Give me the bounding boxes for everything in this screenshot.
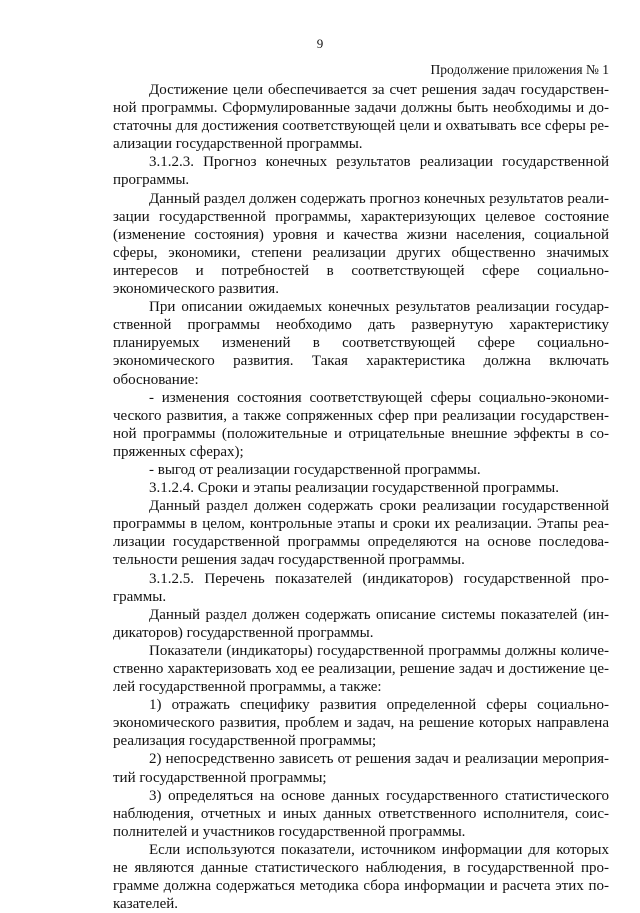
document-body [113, 81, 609, 913]
section-heading: 3.1.2.5. Перечень показателей (индикаторов) государственной программы. [113, 570, 609, 605]
paragraph: Достижение цели обеспечивается за счет решения задач государственной программы. Сформулированные задачи должны быть необходимы и достаточны для достижения соответствующей цели и охватывать все сферы реализации государственной программы. [113, 82, 609, 153]
list-item: 1) отражать специфику развития определенной сферы социально-экономического развития, проблем и задач, на решение которых направлена реализация государственной программы; [113, 697, 609, 750]
section-heading: 3.1.2.3. Прогноз конечных результатов реализации государственной программы. [113, 154, 609, 189]
paragraph: При описании ожидаемых конечных результатов реализации государственной программы необходимо дать развернутую характеристику планируемых изменений в соответствующей сфере социально-экономического развития. Такая характеристика должна включать обоснование: [113, 299, 609, 388]
paragraph: Данный раздел должен содержать сроки реализации государственной программы в целом, контрольные этапы и сроки их реализации. Этапы реализации государственной программы определяются на основе последовательности решения задач государственной программы. [113, 498, 609, 569]
list-item: 3) определяться на основе данных государственного статистического наблюдения, отчетных и иных данных ответственного исполнителя, соисполнителей и участников государственной программы. [113, 787, 609, 840]
paragraph: Показатели (индикаторы) государственной программы должны количественно характеризовать ход ее реализации, решение задач и достижение целей государственной программы, а также: [113, 642, 609, 696]
appendix-note: Продолжение приложения № 1 [430, 62, 609, 77]
list-item: 2) непосредственно зависеть от решения задач и реализации мероприятий государственной программы; [113, 751, 609, 786]
paragraph: Данный раздел должен содержать описание системы показателей (индикаторов) государственной программы. [113, 606, 609, 641]
paragraph: Если используются показатели, источником информации для которых не являются данные статистического наблюдения, в государственной программе должна содержаться методика сбора информации и расчета этих показателей. [113, 841, 609, 913]
list-item: - выгод от реализации государственной программы. [149, 461, 481, 478]
paragraph: Данный раздел должен содержать прогноз конечных результатов реализации государственной программы, характеризующих целевое состояние (изменение состояния) уровня и качества жизни населения, социальной сферы, экономики, степени реализации других общественно значимых интересов и потребностей в соответствующей сфере социально-экономического развития. [113, 190, 609, 298]
page-number: 9 [316, 36, 324, 51]
list-item: - изменения состояния соответствующей сферы социально-экономического развития, а также сопряженных сфер при реализации государственной программы (положительные и отрицательные внешние эффекты в сопряженных сферах); [113, 389, 609, 460]
section-heading: 3.1.2.4. Сроки и этапы реализации государственной программы. [149, 480, 559, 497]
